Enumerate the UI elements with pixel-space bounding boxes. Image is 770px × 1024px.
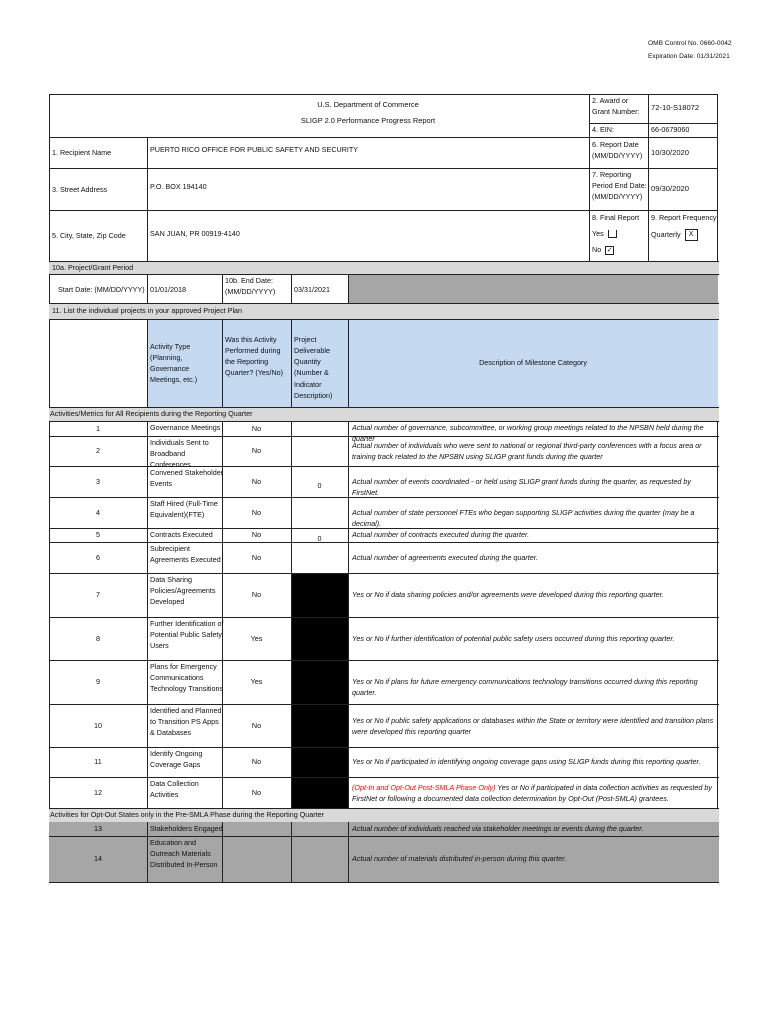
- row-activity: Identify Ongoing Coverage Gaps: [150, 749, 203, 770]
- section1-label: Activities/Metrics for All Recipients during the Reporting Quarter: [50, 409, 253, 418]
- row-performed[interactable]: No: [251, 446, 262, 455]
- row-description: Actual number of events coordinated - or held using SLIGP grant funds during the quarter, as requested by FirstNet.: [352, 476, 691, 497]
- row-performed[interactable]: No: [251, 530, 262, 539]
- row-description: Actual number of individuals who were sent to national or regional third-party conferences with a focus area or training track related to the NPSBN using SLIGP grant funds during the quarter: [352, 441, 702, 462]
- shade-period-row: [49, 261, 719, 274]
- projects-label: 11. List the individual projects in your approved Project Plan: [52, 306, 243, 315]
- row-divider: [49, 882, 719, 883]
- col-divider: [348, 747, 349, 777]
- row-activity: Data Sharing Policies/Agreements Developed: [150, 575, 216, 607]
- col-divider: [291, 822, 292, 836]
- col-divider: [147, 542, 148, 573]
- row-quantity[interactable]: 0: [317, 480, 322, 490]
- col-divider: [348, 836, 349, 882]
- col-divider: [147, 660, 148, 704]
- start-date-label: Start Date: (MM/DD/YYYY): [58, 285, 145, 294]
- period-end-label: 7. Reporting Period End Date: (MM/DD/YYYY): [592, 170, 647, 202]
- row-number: 2: [96, 446, 100, 455]
- col-divider: [147, 421, 148, 436]
- final-no-option[interactable]: [592, 244, 614, 255]
- col-divider: [147, 528, 148, 542]
- row-performed[interactable]: No: [251, 590, 262, 599]
- col-divider: [147, 497, 148, 528]
- col-divider: [291, 660, 292, 704]
- row-description: Actual number of materials distributed in-person during this quarter.: [352, 854, 567, 863]
- row-description: Actual number of state personnel FTEs who began supporting SLIGP activities during the quarter (may be a decimal).: [352, 507, 695, 528]
- report-date-value[interactable]: 10/30/2020: [651, 148, 690, 157]
- row-activity: Data Collection Activities: [150, 779, 199, 800]
- row-number: 6: [96, 552, 100, 562]
- row-number: 7: [96, 590, 100, 599]
- final-yes-option[interactable]: [592, 228, 617, 239]
- start-date-value[interactable]: 01/01/2018: [150, 285, 186, 294]
- final-report-label: 8. Final Report: [592, 213, 640, 222]
- row-number: 11: [94, 757, 102, 766]
- row-activity: Individuals Sent to Broadband Conferences: [150, 438, 209, 470]
- row-performed[interactable]: No: [251, 476, 262, 486]
- recipient-label: 1. Recipient Name: [52, 148, 112, 157]
- col-divider: [348, 704, 349, 747]
- street-label: 3. Street Address: [52, 185, 108, 194]
- period-end-value[interactable]: 09/30/2020: [651, 184, 690, 193]
- city-value[interactable]: SAN JUAN, PR 00919-4140: [150, 229, 240, 238]
- row-quantity[interactable]: 0: [317, 534, 322, 543]
- col-divider: [291, 497, 292, 528]
- col-divider: [291, 617, 292, 660]
- award-value[interactable]: 72-10-S18072: [651, 103, 700, 112]
- col-divider: [348, 466, 349, 497]
- row-activity: Stakeholders Engaged: [150, 824, 223, 833]
- ein-label: 4. EIN:: [592, 125, 614, 134]
- row-performed[interactable]: Yes: [250, 677, 263, 686]
- award-label: 2. Award or Grant Number:: [592, 96, 640, 117]
- row-divider: [49, 808, 719, 809]
- row-description: Actual number of agreements executed during the quarter.: [352, 552, 538, 562]
- col-divider: [147, 573, 148, 617]
- col-divider: [291, 421, 292, 436]
- col-divider: [291, 704, 292, 747]
- row-number: 13: [94, 824, 102, 833]
- blacked-out-cells: [291, 573, 348, 808]
- no-checkbox[interactable]: ✓: [606, 246, 613, 254]
- row-performed[interactable]: No: [251, 507, 262, 517]
- col-divider: [348, 436, 349, 466]
- row-description: Actual number of contracts executed during the quarter.: [352, 530, 530, 539]
- col-divider: [291, 542, 292, 573]
- report-date-label: 6. Report Date (MM/DD/YYYY): [592, 140, 643, 161]
- col-divider: [348, 421, 349, 436]
- row-activity: Governance Meetings: [150, 423, 221, 432]
- row-activity: Subrecipient Agreements Executed: [150, 544, 221, 565]
- row-performed[interactable]: No: [251, 552, 262, 562]
- row-performed[interactable]: No: [251, 757, 262, 766]
- row-activity: Plans for Emergency Communications Technology Transitions: [150, 662, 224, 694]
- row-description: Actual number of individuals reached via stakeholder meetings or events during the quarter.: [352, 824, 644, 833]
- no-label: No: [592, 245, 602, 254]
- col-divider: [348, 573, 349, 617]
- opt-in-note: (Opt-In and Opt-Out Post-SMLA Phase Only): [352, 782, 496, 792]
- col-divider: [147, 704, 148, 747]
- row-number: 14: [94, 854, 102, 863]
- row-performed[interactable]: Yes: [250, 633, 263, 643]
- row-activity: Education and Outreach Materials Distributed In-Person: [150, 838, 218, 870]
- col-divider: [291, 573, 292, 617]
- row-description: Yes or No if data sharing policies and/or agreements were developed during this reporting quarter.: [352, 590, 664, 599]
- col-divider: [348, 497, 349, 528]
- col-divider: [348, 660, 349, 704]
- col-divider: [147, 617, 148, 660]
- row-number: 9: [96, 677, 100, 686]
- col-divider: [291, 436, 292, 466]
- col-divider: [147, 466, 148, 497]
- end-date-value[interactable]: 03/31/2021: [294, 285, 330, 294]
- col-divider: [291, 747, 292, 777]
- yes-checkbox[interactable]: [608, 230, 617, 238]
- col-divider: [348, 528, 349, 542]
- row-description: Actual number of governance, subcommittee, or working group meetings related to the NPSBN held during the quarter: [352, 423, 704, 444]
- col-divider: [147, 836, 148, 882]
- dept-name: U.S. Department of Commerce: [317, 100, 419, 109]
- yes-label: Yes: [592, 229, 604, 238]
- row-number: 3: [96, 476, 100, 486]
- frequency-label: 9. Report Frequency: [651, 213, 717, 222]
- row-performed[interactable]: No: [251, 720, 262, 730]
- col-divider: [348, 777, 349, 808]
- row-activity: Further Identification of Potential Public Safety Users: [150, 619, 224, 651]
- row-number: 10: [94, 720, 102, 730]
- col-divider: [147, 777, 148, 808]
- row-number: 1: [96, 423, 100, 433]
- row-description: Yes or No if participated in identifying ongoing coverage gaps using SLIGP funds during this reporting quarter.: [352, 757, 701, 766]
- col-header-performed: Was this Activity Performed during the Reporting Quarter? (Yes/No): [225, 335, 284, 378]
- city-label: 5. City, State, Zip Code: [52, 231, 126, 240]
- col-divider: [147, 747, 148, 777]
- row-number: 5: [96, 530, 100, 539]
- row-number: 12: [94, 787, 102, 797]
- street-value[interactable]: P.O. BOX 194140: [150, 182, 207, 191]
- row-description: Yes or No if plans for future emergency communications technology transitions occurred during this reporting quarter.: [352, 677, 698, 698]
- row-activity: Staff Hired (Full-Time Equivalent)(FTE): [150, 499, 218, 520]
- omb-control: OMB Control No. 0660-0042: [648, 40, 732, 47]
- quarterly-option[interactable]: [651, 229, 698, 241]
- row-description: Yes or No if further identification of potential public safety users occurred during this reporting quarter.: [352, 633, 675, 643]
- col-header-deliverable: Project Deliverable Quantity (Number & Indicator Description): [294, 335, 333, 400]
- col-header-activity: Activity Type (Planning, Governance Meetings, etc.): [150, 342, 198, 385]
- row-number: 4: [96, 507, 100, 517]
- omb-expiration: Expiration Date: 01/31/2021: [648, 53, 730, 60]
- report-title: SLIGP 2.0 Performance Progress Report: [300, 116, 436, 125]
- section2-label: Activities for Opt-Out States only in the Pre-SMLA Phase during the Reporting Quarter: [50, 810, 325, 819]
- row-activity: Convened Stakeholder Events: [150, 468, 224, 489]
- quarterly-checkbox[interactable]: X: [685, 229, 698, 241]
- ein-value[interactable]: 66-0679060: [651, 125, 690, 134]
- recipient-value[interactable]: PUERTO RICO OFFICE FOR PUBLIC SAFETY AND SECURITY: [150, 145, 359, 154]
- quarterly-label: Quarterly: [651, 230, 681, 239]
- row-description: (Opt-In and Opt-Out Post-SMLA Phase Only) Yes or No if participated in data collection activities as requested by FirstNet or following a documented data collection determination by Opt-Out (Post-SMLA) grantees.: [352, 782, 712, 803]
- end-date-label: 10b. End Date: (MM/DD/YYYY): [225, 276, 276, 297]
- col-divider: [291, 836, 292, 882]
- col-divider: [291, 777, 292, 808]
- col-header-description: Description of Milestone Category: [479, 358, 587, 367]
- row-description: Yes or No if public safety applications or databases within the State or territory were identified and transition plans were developed this reporting quarter: [352, 715, 714, 736]
- row-performed[interactable]: No: [251, 787, 262, 797]
- row-performed[interactable]: No: [251, 423, 262, 433]
- row-number: 8: [96, 633, 100, 643]
- col-divider: [147, 436, 148, 466]
- col-divider: [348, 822, 349, 836]
- period-label: 10a. Project/Grant Period: [52, 263, 134, 272]
- row-activity: Identified and Planned to Transition PS Apps & Databases: [150, 706, 222, 738]
- col-divider: [348, 617, 349, 660]
- col-divider: [348, 542, 349, 573]
- row-activity: Contracts Executed: [150, 530, 213, 539]
- col-divider: [147, 822, 148, 836]
